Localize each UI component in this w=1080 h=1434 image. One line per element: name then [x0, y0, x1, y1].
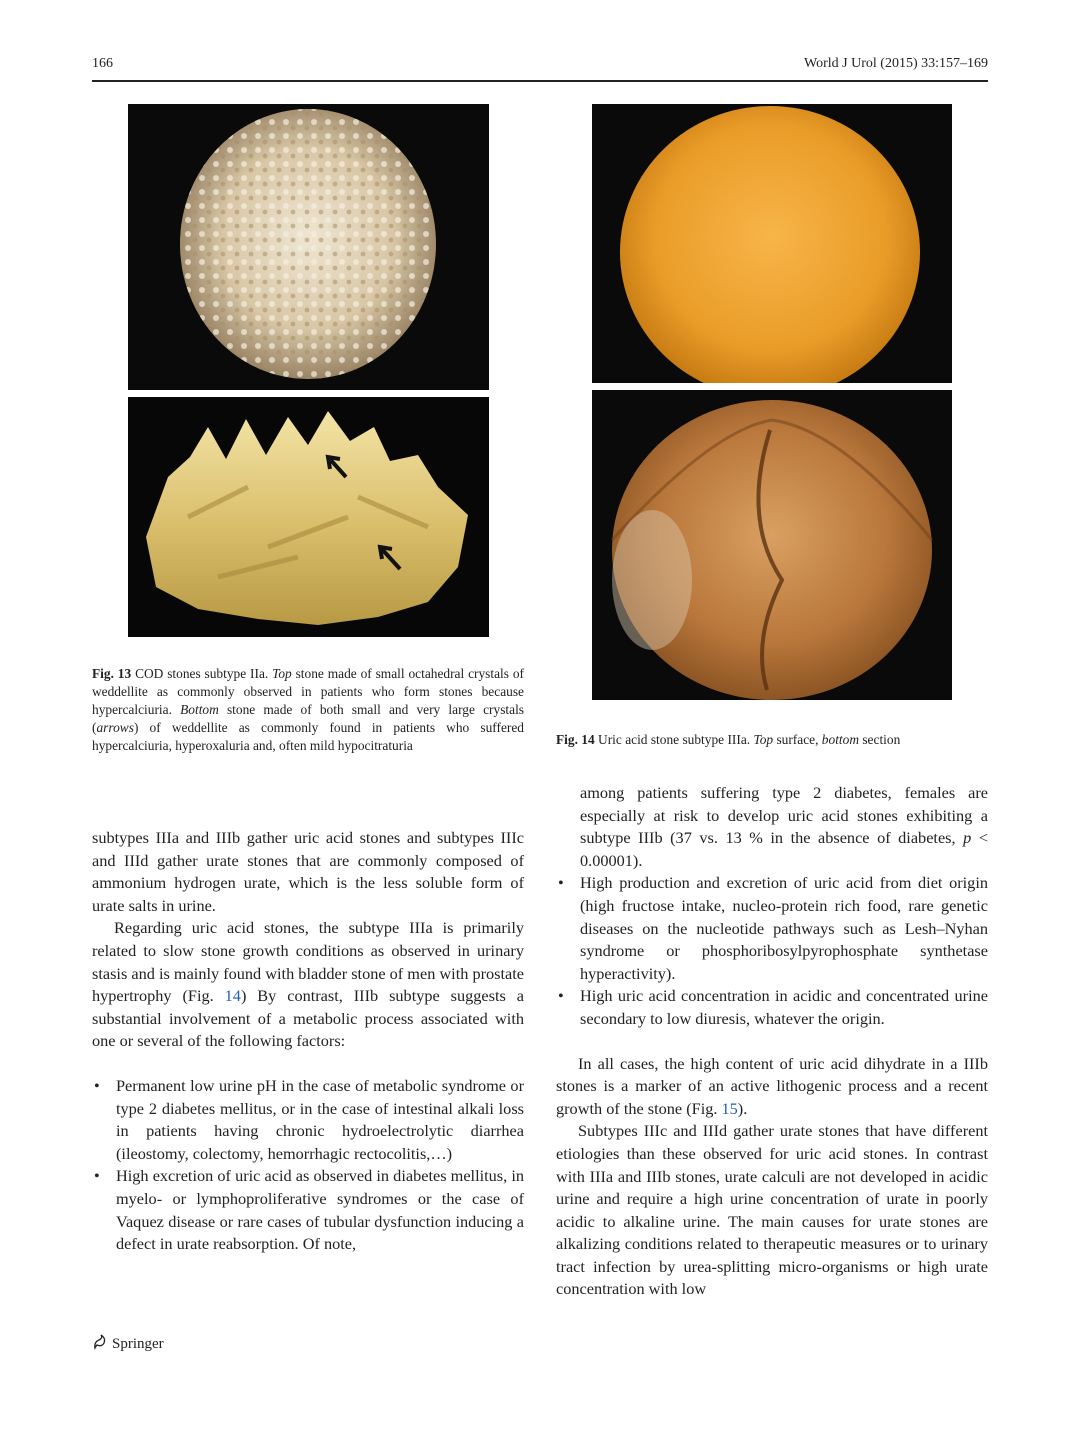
springer-logo-icon [92, 1334, 108, 1350]
list-item-continuation [556, 782, 988, 872]
fig14-label: Fig. 14 [556, 732, 595, 747]
fig14-caption-italic-top: Top [753, 732, 774, 747]
fig14-caption-text: surface, [773, 732, 822, 747]
fig13-top-photo [128, 104, 489, 390]
list-item: • High excretion of uric acid as observed in diabetes mellitus, in myelo- or lymphoproliferative syndromes or the case of Vaquez disease or rare cases of tubular dysfunction inducing a defect in urate reabsorption. Of note, [92, 1165, 524, 1255]
fig-14-link[interactable]: 14 [224, 986, 241, 1006]
fig13-caption-text: stone made of small octahedral crystals of weddellite as commonly observed in patients who form stones because hypercalciuria. [92, 666, 524, 717]
publisher-footer [92, 1334, 164, 1353]
fig13-caption-text: ) of weddellite as commonly found in patients who suffered hypercalciuria, hyperoxaluria and, often mild hypocitraturia [92, 720, 524, 753]
fig13-caption [92, 665, 524, 755]
paragraph-text: Regarding uric acid stones, the subtype IIIa is primarily related to slow stone growth conditions as observed in urinary stasis and is mainly found with bladder stone of men with prostate hypertrophy (Fig. [92, 918, 524, 1006]
paragraph-text: among patients suffering type 2 diabetes, females are especially at risk to develop uric acid stones exhibiting a subtype IIIb (37 vs. 13 % in the absence of diabetes, [580, 783, 988, 848]
fig14-top-photo [592, 104, 952, 383]
fig13-caption-italic-bottom: Bottom [180, 702, 219, 717]
list-item: • High uric acid concentration in acidic and concentrated urine secondary to low diuresis, whatever the origin. [556, 985, 988, 1030]
running-header [92, 56, 988, 80]
paragraph-text: ). [737, 1098, 748, 1118]
right-column [556, 782, 988, 1301]
paragraph [92, 917, 524, 1053]
factor-list [92, 1075, 524, 1256]
paragraph: subtypes IIIa and IIIb gather uric acid stones and subtypes IIIc and IIId gather urate stones that are commonly composed of ammonium hydrogen urate, which is the less soluble form of urate salts in urine. [92, 828, 524, 915]
paragraph-text: ) By contrast, IIIb subtype suggests a substantial involvement of a metabolic process associated with one or several of the following factors: [92, 986, 524, 1051]
paragraph [556, 1053, 988, 1121]
page-number: 166 [92, 56, 113, 71]
paragraph-text: In all cases, the high content of uric acid dihydrate in a IIIb stones is a marker of an active lithogenic process and a recent growth of the stone (Fig. [556, 1053, 988, 1118]
fig13-label: Fig. 13 [92, 666, 132, 681]
fig14-caption [556, 731, 988, 749]
publisher-name: Springer [112, 1336, 164, 1352]
fig14-caption-text: section [859, 732, 901, 747]
fig13-bottom-photo [128, 397, 489, 637]
fig14-bottom-photo [592, 390, 952, 700]
list-item: • High production and excretion of uric acid from diet origin (high fructose intake, nucleo-protein rich food, rare genetic diseases on the nucleotide pathways such as Lesh–Nyhan syndrome or phosphoribosylpyrophosphate synthetase hyperactivity). [556, 872, 988, 985]
fig13-caption-text: COD stones subtype IIa. [135, 666, 273, 681]
fig13-caption-italic-top: Top [272, 666, 292, 681]
header-rule [92, 80, 988, 82]
journal-citation: World J Urol (2015) 33:157–169 [804, 56, 988, 71]
fig13-caption-italic-arrows: arrows [96, 720, 134, 735]
paragraph: Subtypes IIIc and IIId gather urate stones that have different etiologies than these observed for uric acid stones. In contrast with IIIa and IIIb stones, urate calculi are not developed in acidic urine and require a high urine concentration of urate in poorly acidic to alkaline urine. The main causes for urate stones are alkalizing conditions related to therapeutic measures or to urinary tract infection by urea-splitting micro-organisms or high urate concentration with low [556, 1121, 988, 1299]
fig-15-link[interactable]: 15 [721, 1098, 738, 1118]
paragraph-text: < 0.00001). [580, 828, 989, 870]
fig13-caption-text: stone made of both small and very large crystals ( [92, 702, 524, 735]
factor-list-continued [556, 872, 988, 1030]
fig14-caption-text: Uric acid stone subtype IIIa. [598, 732, 754, 747]
p-value-symbol: p [963, 828, 972, 848]
fig14-caption-italic-bottom: bottom [821, 732, 859, 747]
list-item: • Permanent low urine pH in the case of metabolic syndrome or type 2 diabetes mellitus, or in the case of intestinal alkali loss in patients having chronic hydroelectrolytic diarrhea (ileostomy, colectomy, hemorrhagic rectocolitis,…) [92, 1075, 524, 1165]
left-column [92, 827, 524, 1256]
